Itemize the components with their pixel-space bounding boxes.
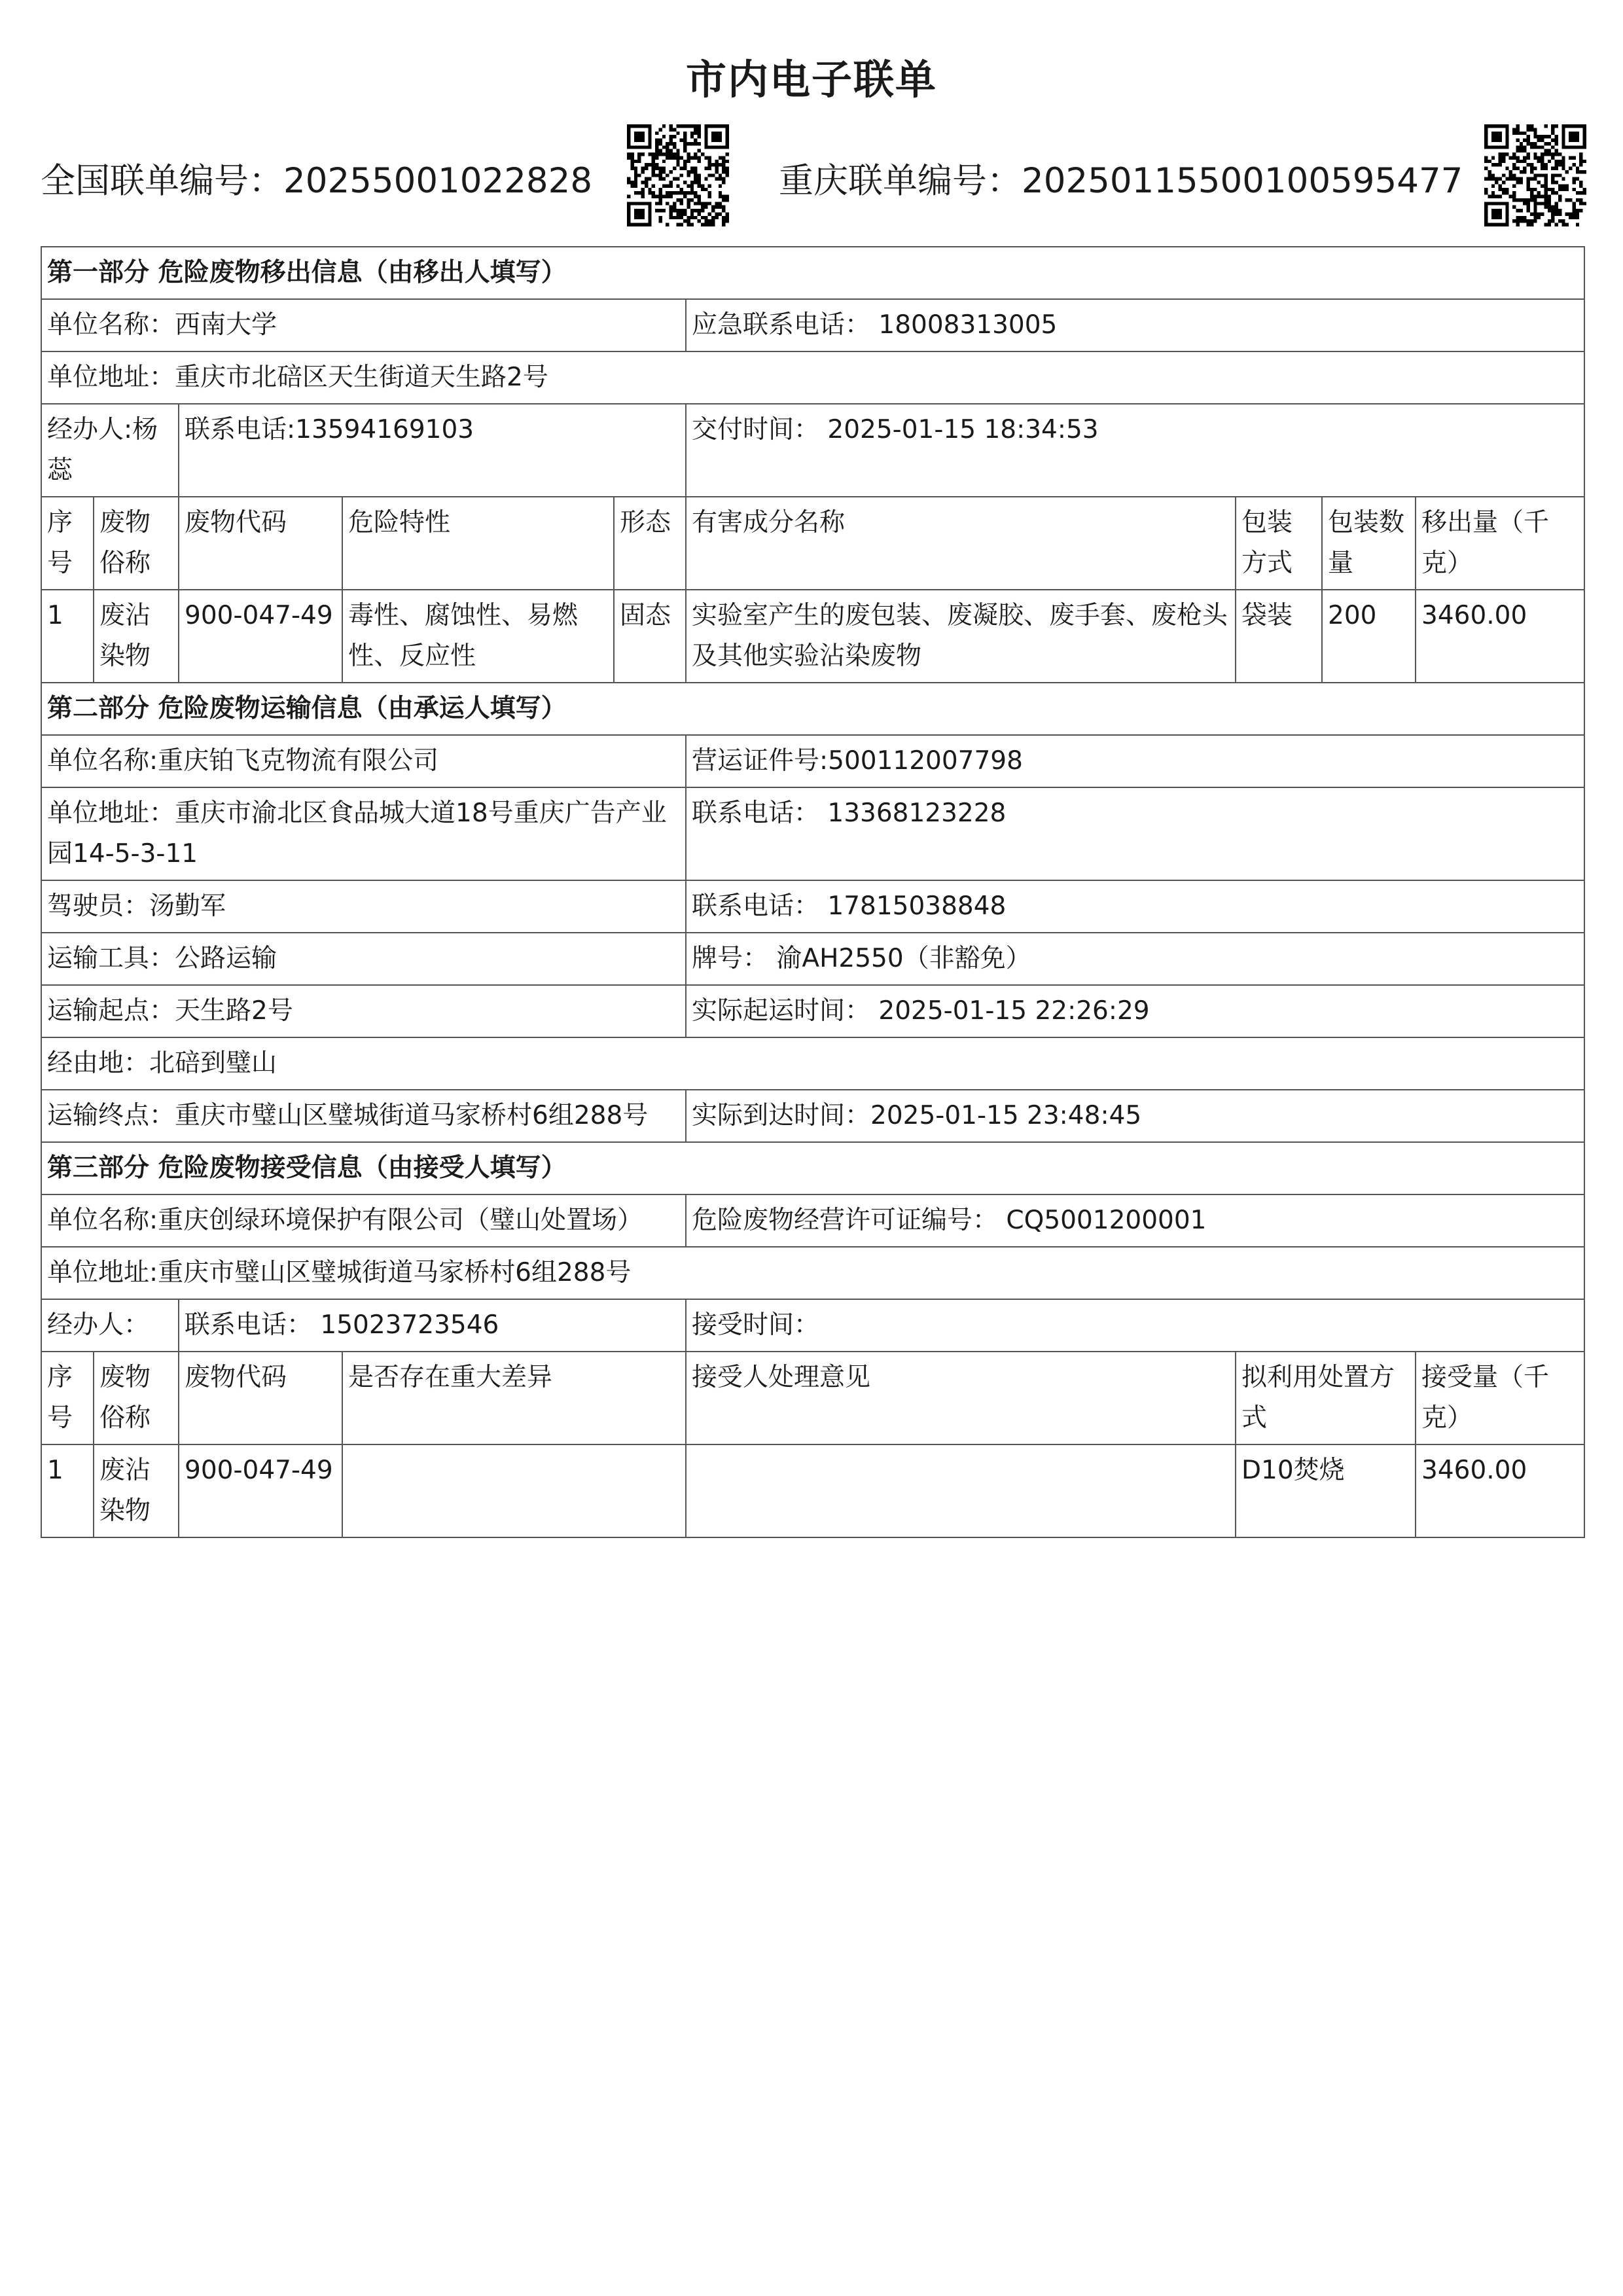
col-header: 序号 (41, 1352, 94, 1444)
col-header: 包装方式 (1236, 497, 1322, 590)
part1-handler: 经办人:杨蕊 (41, 404, 179, 497)
col-header: 移出量（千克） (1416, 497, 1584, 590)
table-cell (686, 1444, 1236, 1537)
table-cell: 900-047-49 (179, 590, 342, 683)
table-cell: 实验室产生的废包装、废凝胶、废手套、废枪头及其他实验沾染废物 (686, 590, 1236, 683)
col-header: 形态 (614, 497, 686, 590)
table-cell: 1 (41, 590, 94, 683)
table-cell: 1 (41, 1444, 94, 1537)
part1-emergency-phone: 应急联系电话： 18008313005 (686, 299, 1584, 351)
table-cell: 废沾染物 (94, 590, 179, 683)
part2-license-number: 营运证件号:500112007798 (686, 735, 1584, 787)
part2-end-point: 运输终点：重庆市璧山区璧城街道马家桥村6组288号 (41, 1090, 686, 1142)
qr-code-icon (627, 124, 729, 226)
col-header: 序号 (41, 497, 94, 590)
part3-table-header (41, 1352, 1584, 1444)
part3-permit-number: 危险废物经营许可证编号： CQ5001200001 (686, 1194, 1584, 1247)
manifest-form (41, 246, 1585, 1538)
col-header: 废物俗称 (94, 1352, 179, 1444)
chongqing-manifest-number: 重庆联单编号：2025011550010059547​7 (779, 161, 1463, 201)
part2-driver-phone: 联系电话： 17815038848 (686, 880, 1584, 933)
table-cell: 固态 (614, 590, 686, 683)
part3-contact-phone: 联系电话： 15023723546 (179, 1299, 686, 1352)
part2-via: 经由地：北碚到璧山 (41, 1037, 1584, 1090)
col-header: 危险特性 (342, 497, 614, 590)
part1-heading: 第一部分 危险废物移出信息（由移出人填写） (41, 247, 1584, 299)
part2-heading: 第二部分 危险废物运输信息（由承运人填写） (41, 683, 1584, 735)
table-cell: 200 (1322, 590, 1416, 683)
table-cell: 毒性、腐蚀性、易燃性、反应性 (342, 590, 614, 683)
part3-handler: 经办人： (41, 1299, 179, 1352)
part2-unit-name: 单位名称:重庆铂飞克物流有限公司 (41, 735, 686, 787)
table-cell: D10焚烧 (1236, 1444, 1416, 1537)
table-cell: 3460.00 (1416, 590, 1584, 683)
col-header: 包装数量 (1322, 497, 1416, 590)
col-header: 拟利用处置方式 (1236, 1352, 1416, 1444)
part2-unit-address: 单位地址：重庆市渝北区食品城大道18号重庆广告产业园14-5-3-11 (41, 787, 686, 880)
part1-handover-time: 交付时间： 2025-01-15 18:34:53 (686, 404, 1584, 497)
national-manifest-number: 全国联单编号：20255001022828 (41, 161, 593, 201)
table-cell: 900-047-49 (179, 1444, 342, 1537)
part2-plate-number: 牌号： 渝AH2550（非豁免） (686, 933, 1584, 985)
table-cell: 废沾染物 (94, 1444, 179, 1537)
part3-receive-time: 接受时间： (686, 1299, 1584, 1352)
col-header: 接受人处理意见 (686, 1352, 1236, 1444)
part2-driver: 驾驶员：汤勤军 (41, 880, 686, 933)
col-header: 是否存在重大差异 (342, 1352, 686, 1444)
part2-start-point: 运输起点：天生路2号 (41, 985, 686, 1037)
part3-heading: 第三部分 危险废物接受信息（由接受人填写） (41, 1142, 1584, 1194)
qr-code-icon (1484, 124, 1586, 226)
part3-unit-name: 单位名称:重庆创绿环境保护有限公司（璧山处置场） (41, 1194, 686, 1247)
part2-contact-phone: 联系电话： 13368123228 (686, 787, 1584, 880)
table-cell: 袋装 (1236, 590, 1322, 683)
table-row (41, 1444, 1584, 1537)
table-cell (342, 1444, 686, 1537)
part1-contact-phone: 联系电话:13594169103 (179, 404, 686, 497)
part2-start-time: 实际起运时间： 2025-01-15 22:26:29 (686, 985, 1584, 1037)
table-cell: 3460.00 (1416, 1444, 1584, 1537)
part3-unit-address: 单位地址:重庆市璧山区璧城街道马家桥村6组288号 (41, 1247, 1584, 1299)
col-header: 废物俗称 (94, 497, 179, 590)
part1-unit-address: 单位地址：重庆市北碚区天生街道天生路2号 (41, 351, 1584, 404)
part2-vehicle-type: 运输工具：公路运输 (41, 933, 686, 985)
col-header: 废物代码 (179, 497, 342, 590)
col-header: 接受量（千克） (1416, 1352, 1584, 1444)
col-header: 废物代码 (179, 1352, 342, 1444)
part1-unit-name: 单位名称：西南大学 (41, 299, 686, 351)
page-title: 市内电子联单 (685, 56, 937, 103)
part1-table-header (41, 497, 1584, 590)
col-header: 有害成分名称 (686, 497, 1236, 590)
table-row (41, 590, 1584, 683)
part2-arrive-time: 实际到达时间：2025-01-15 23:48:45 (686, 1090, 1584, 1142)
